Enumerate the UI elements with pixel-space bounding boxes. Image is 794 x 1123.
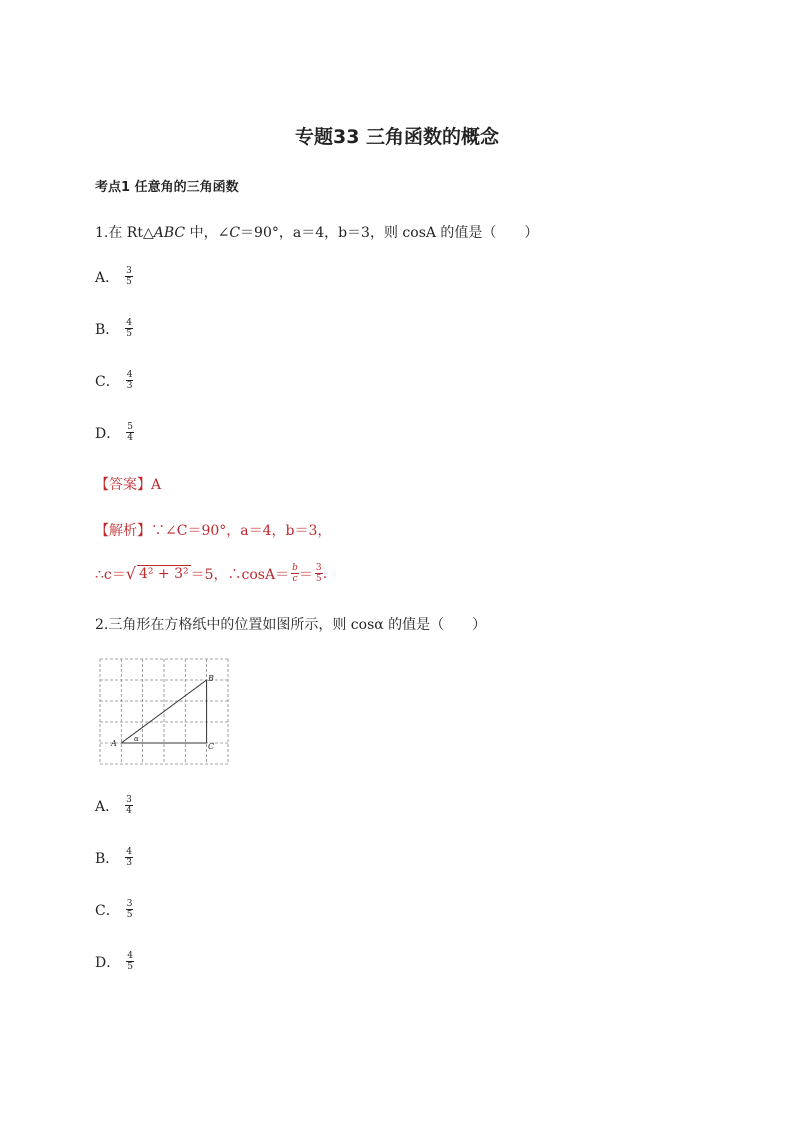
fraction-numerator: b <box>292 563 298 573</box>
option-label: D． <box>95 425 121 442</box>
option-fraction <box>125 847 133 868</box>
fraction-denominator: 4 <box>126 806 132 816</box>
q1-stem-prefix: 1.在 Rt△ <box>95 225 154 241</box>
option-fraction <box>126 422 134 443</box>
q2-option-a <box>95 795 133 816</box>
answer-label: 【答案】 <box>95 477 151 493</box>
vertex-label-c: C <box>208 742 215 751</box>
fraction-numerator: 4 <box>126 318 133 328</box>
option-fraction <box>125 318 133 339</box>
option-label: B． <box>95 321 120 338</box>
fraction-numerator: 3 <box>315 563 322 573</box>
fraction-denominator: 4 <box>127 433 133 443</box>
analysis-text: ＝ <box>298 566 313 583</box>
q1-option-a <box>95 266 133 287</box>
answer-value: A <box>151 477 162 493</box>
option-fraction <box>126 370 134 391</box>
sqrt-content: 4² + 3² <box>138 566 189 582</box>
option-fraction <box>126 899 134 920</box>
fraction-denominator: c <box>292 574 298 584</box>
fraction-denominator: 5 <box>315 574 322 584</box>
fraction-denominator: 5 <box>126 910 133 920</box>
option-fraction <box>125 795 133 816</box>
analysis-text: ∵∠C＝90°，a＝4，b＝3， <box>151 523 332 539</box>
q1-option-c <box>95 370 133 391</box>
option-label: B． <box>95 850 120 867</box>
angle-label-alpha: α <box>134 735 139 743</box>
section-heading: 考点1 任意角的三角函数 <box>95 180 239 195</box>
q1-stem-mid: 中，∠ <box>185 225 230 241</box>
option-label: C． <box>95 902 120 919</box>
q1-analysis-line2 <box>95 563 327 584</box>
fraction-numerator: 4 <box>127 951 133 961</box>
fraction-numerator: 4 <box>126 370 133 380</box>
q1-option-b <box>95 318 133 339</box>
q1-stem-c: C <box>229 225 241 241</box>
fraction-denominator: 5 <box>127 962 133 972</box>
fraction-numerator: 5 <box>127 422 133 432</box>
fraction-denominator: 5 <box>126 277 132 287</box>
q1-analysis-line1 <box>95 520 331 540</box>
fraction-numerator: 3 <box>126 899 133 909</box>
fraction-denominator: 3 <box>126 858 133 868</box>
q2-option-b <box>95 847 133 868</box>
option-label: C． <box>95 373 120 390</box>
q1-answer <box>95 474 161 494</box>
q1-stem-rest: ＝90°，a＝4，b＝3，则 cosA 的值是（ ） <box>240 225 539 241</box>
option-label: D． <box>95 954 121 971</box>
fraction-numerator: 3 <box>126 795 132 805</box>
analysis-text: ＝5，∴cosA＝ <box>190 566 290 583</box>
fraction-denominator: 3 <box>126 381 133 391</box>
q1-stem-abc: ABC <box>153 225 186 241</box>
option-label: A． <box>95 269 120 286</box>
analysis-label: 【解析】 <box>95 523 151 539</box>
fraction-denominator: 5 <box>126 329 133 339</box>
analysis-fraction-3-5 <box>315 563 323 584</box>
question-2-stem: 2.三角形在方格纸中的位置如图所示，则 cosα 的值是（ ） <box>95 617 487 633</box>
option-label: A． <box>95 798 120 815</box>
sqrt-sign: √ <box>125 564 136 583</box>
analysis-text: . <box>322 565 328 582</box>
fraction-numerator: 3 <box>126 266 132 276</box>
fraction-numerator: 4 <box>126 847 133 857</box>
analysis-fraction-b-c <box>291 563 299 584</box>
vertex-label-b: B <box>208 674 214 683</box>
analysis-text: ∴c＝ <box>95 566 126 583</box>
page-title: 专题33 三角函数的概念 <box>294 126 500 148</box>
vertex-label-a: A <box>111 739 117 748</box>
grid-triangle-figure <box>98 657 230 767</box>
q2-option-c <box>95 899 133 920</box>
q1-option-d <box>95 422 134 443</box>
question-1-stem <box>95 222 538 242</box>
q2-option-d <box>95 951 134 972</box>
option-fraction <box>125 266 133 287</box>
option-fraction <box>126 951 134 972</box>
